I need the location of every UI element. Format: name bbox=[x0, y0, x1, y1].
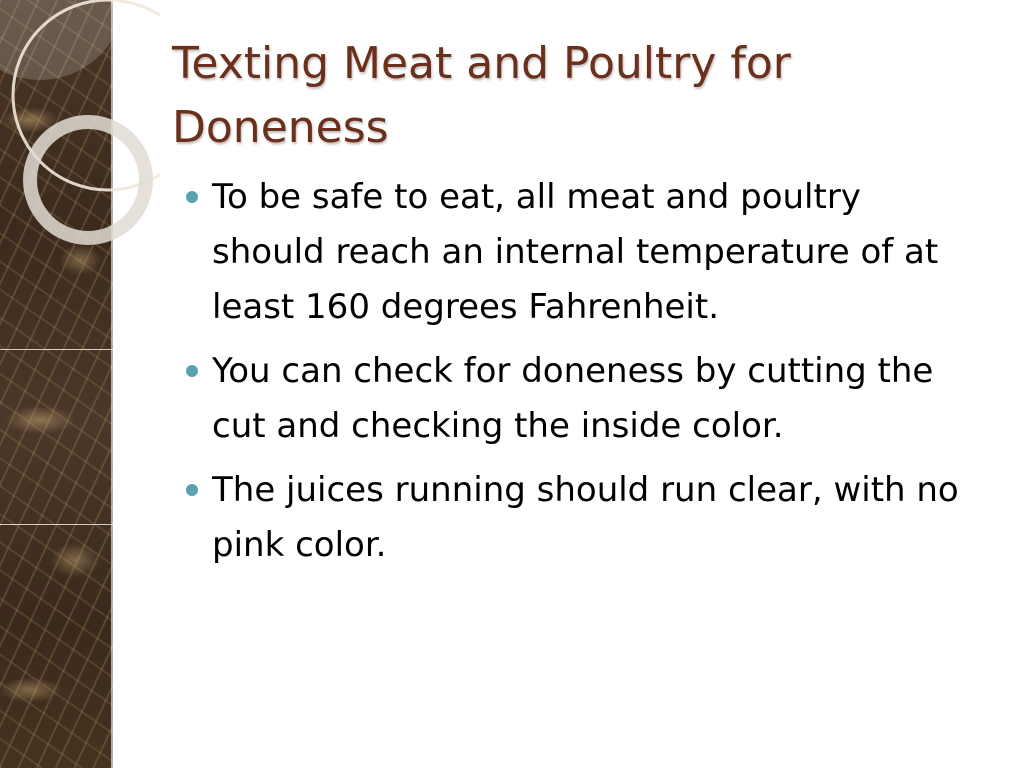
decorative-marble-strip bbox=[0, 0, 113, 768]
bullet-dot-icon bbox=[186, 191, 198, 203]
bullet-text: You can check for doneness by cutting the cut and checking the inside color. bbox=[212, 351, 934, 446]
bullet-item bbox=[186, 170, 976, 335]
bullet-list bbox=[186, 170, 976, 582]
slide-title: Texting Meat and Poultry for Doneness bbox=[172, 38, 791, 153]
bullet-text: The juices running should run clear, with no pink color. bbox=[212, 470, 959, 565]
strip-edge bbox=[111, 0, 113, 768]
bullet-item bbox=[186, 463, 976, 573]
bullet-dot-icon bbox=[186, 484, 198, 496]
bullet-dot-icon bbox=[186, 365, 198, 377]
strip-divider bbox=[0, 524, 113, 525]
bullet-text: To be safe to eat, all meat and poultry should reach an internal temperature of at least 160 degrees Fahrenheit. bbox=[212, 177, 939, 327]
bullet-item bbox=[186, 344, 976, 454]
strip-divider bbox=[0, 349, 113, 350]
